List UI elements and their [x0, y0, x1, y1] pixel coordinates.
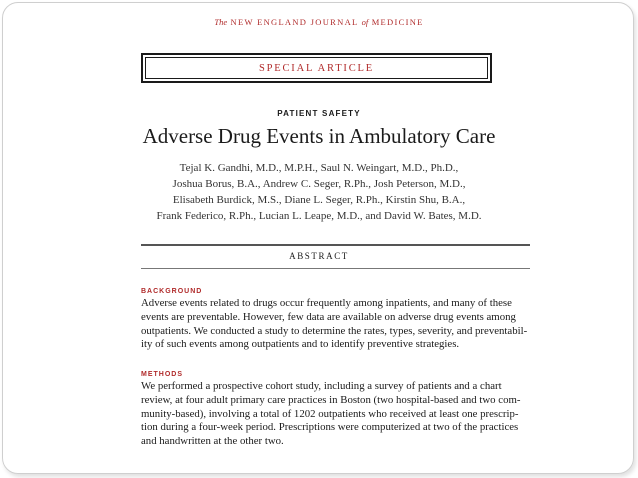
journal-name-part2: MEDICINE — [371, 17, 424, 27]
paragraph-line: tion during a four-week period. Prescriptions were computerized at two of the practices — [141, 421, 519, 434]
paragraph-line: munity-based), involving a total of 1202 outpatients who received at least one prescrip- — [141, 407, 519, 420]
author-list — [0, 160, 638, 224]
author-line: Joshua Borus, B.A., Andrew C. Seger, R.Ph., Josh Peterson, M.D., — [172, 178, 466, 190]
paragraph-line: events are preventable. However, few data are available on adverse drug events among — [141, 310, 516, 323]
paragraph-line: ity of such events among outpatients and to identify preventive strategies. — [141, 338, 460, 351]
methods-heading: METHODS — [141, 371, 183, 378]
paragraph-line: and handwritten at the other two. — [141, 435, 284, 448]
journal-header — [0, 17, 638, 27]
methods-paragraph — [141, 380, 531, 449]
journal-prefix: The — [214, 17, 228, 27]
journal-name-part1: NEW ENGLAND JOURNAL — [230, 17, 359, 27]
journal-of: of — [361, 17, 369, 27]
background-heading: BACKGROUND — [141, 288, 203, 295]
abstract-heading: ABSTRACT — [289, 251, 349, 261]
abstract-top-rule — [141, 244, 530, 246]
paragraph-line: outpatients. We conducted a study to determine the rates, types, severity, and preventabil- — [141, 324, 528, 337]
paragraph-line: review, at four adult primary care practices in Boston (two hospital-based and two com- — [141, 393, 521, 406]
background-paragraph — [141, 297, 531, 352]
article-type-box — [145, 57, 488, 79]
author-line: Tejal K. Gandhi, M.D., M.P.H., Saul N. Weingart, M.D., Ph.D., — [179, 162, 459, 174]
author-line: Frank Federico, R.Ph., Lucian L. Leape, M.D., and David W. Bates, M.D. — [156, 210, 482, 222]
paragraph-line: We performed a prospective cohort study, including a survey of patients and a chart — [141, 380, 502, 392]
section-label: PATIENT SAFETY — [277, 109, 361, 118]
article-type-label: SPECIAL ARTICLE — [259, 62, 374, 74]
paragraph-line: Adverse events related to drugs occur frequently among inpatients, and many of these — [141, 297, 512, 309]
article-title: Adverse Drug Events in Ambulatory Care — [142, 124, 496, 148]
author-line: Elisabeth Burdick, M.S., Diane L. Seger, R.Ph., Kirstin Shu, B.A., — [172, 194, 466, 206]
abstract-bottom-rule — [141, 268, 530, 269]
